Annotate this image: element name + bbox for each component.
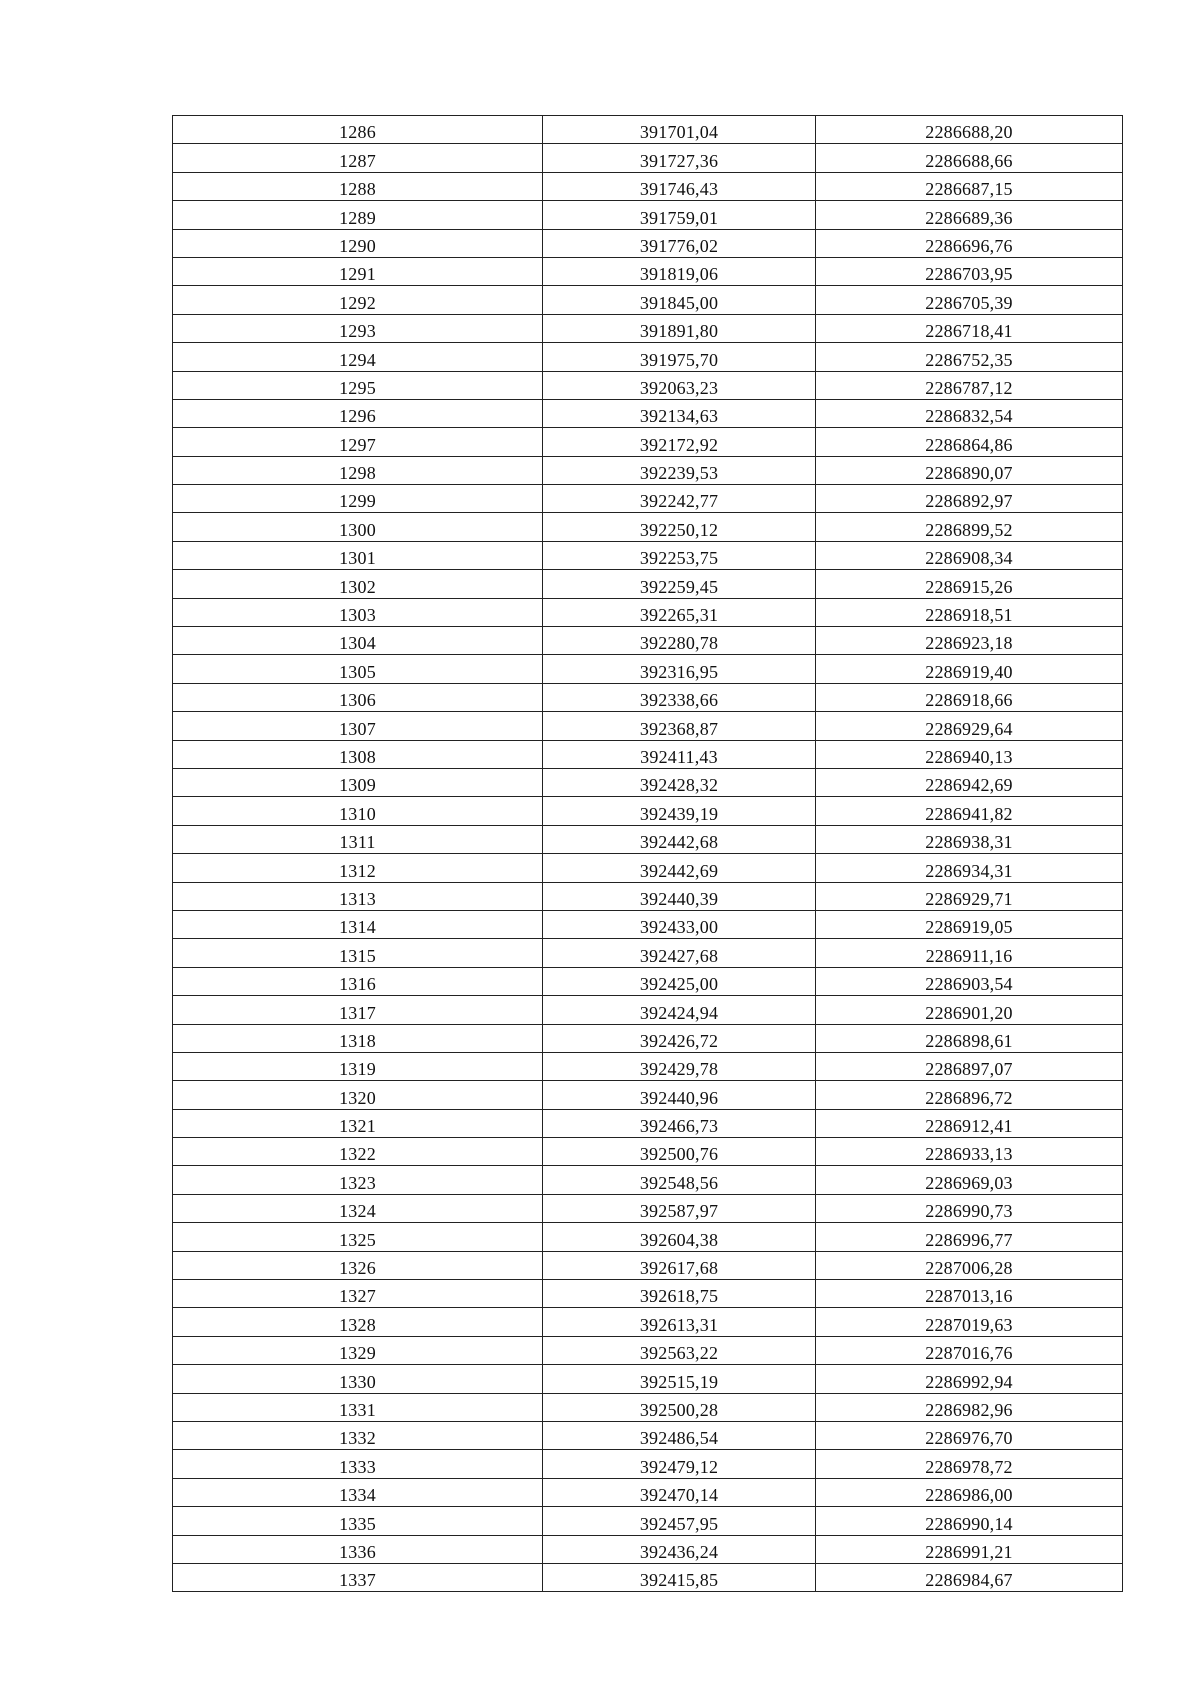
x-coordinate-cell: 392424,94 [543, 996, 816, 1024]
y-coordinate-cell: 2286940,13 [816, 740, 1123, 768]
table-row [173, 541, 1123, 569]
point-number-cell: 1286 [173, 116, 543, 144]
point-number-cell: 1309 [173, 768, 543, 796]
point-number-cell: 1317 [173, 996, 543, 1024]
table-row [173, 257, 1123, 285]
y-coordinate-cell: 2286787,12 [816, 371, 1123, 399]
y-coordinate-cell: 2286990,14 [816, 1507, 1123, 1535]
table-row [173, 1421, 1123, 1449]
y-coordinate-cell: 2286901,20 [816, 996, 1123, 1024]
point-number-cell: 1318 [173, 1024, 543, 1052]
table-row [173, 229, 1123, 257]
y-coordinate-cell: 2286718,41 [816, 314, 1123, 342]
y-coordinate-cell: 2286919,40 [816, 655, 1123, 683]
table-row [173, 967, 1123, 995]
y-coordinate-cell: 2286929,71 [816, 882, 1123, 910]
y-coordinate-cell: 2286864,86 [816, 428, 1123, 456]
y-coordinate-cell: 2286903,54 [816, 967, 1123, 995]
y-coordinate-cell: 2286984,67 [816, 1563, 1123, 1591]
point-number-cell: 1335 [173, 1507, 543, 1535]
y-coordinate-cell: 2286689,36 [816, 201, 1123, 229]
table-row [173, 655, 1123, 683]
point-number-cell: 1310 [173, 797, 543, 825]
x-coordinate-cell: 392604,38 [543, 1223, 816, 1251]
y-coordinate-cell: 2286978,72 [816, 1450, 1123, 1478]
point-number-cell: 1300 [173, 513, 543, 541]
y-coordinate-cell: 2287016,76 [816, 1336, 1123, 1364]
y-coordinate-cell: 2287019,63 [816, 1308, 1123, 1336]
point-number-cell: 1326 [173, 1251, 543, 1279]
y-coordinate-cell: 2286705,39 [816, 286, 1123, 314]
point-number-cell: 1313 [173, 882, 543, 910]
x-coordinate-cell: 392442,69 [543, 854, 816, 882]
x-coordinate-cell: 392439,19 [543, 797, 816, 825]
table-row [173, 456, 1123, 484]
point-number-cell: 1297 [173, 428, 543, 456]
x-coordinate-cell: 391819,06 [543, 257, 816, 285]
x-coordinate-cell: 392368,87 [543, 712, 816, 740]
y-coordinate-cell: 2286941,82 [816, 797, 1123, 825]
x-coordinate-cell: 392548,56 [543, 1166, 816, 1194]
x-coordinate-cell: 392500,76 [543, 1138, 816, 1166]
y-coordinate-cell: 2286919,05 [816, 910, 1123, 938]
table-row [173, 343, 1123, 371]
point-number-cell: 1290 [173, 229, 543, 257]
x-coordinate-cell: 392457,95 [543, 1507, 816, 1535]
point-number-cell: 1299 [173, 485, 543, 513]
y-coordinate-cell: 2286918,51 [816, 598, 1123, 626]
y-coordinate-cell: 2286942,69 [816, 768, 1123, 796]
table-row [173, 939, 1123, 967]
point-number-cell: 1312 [173, 854, 543, 882]
table-row [173, 768, 1123, 796]
point-number-cell: 1320 [173, 1081, 543, 1109]
table-row [173, 513, 1123, 541]
point-number-cell: 1294 [173, 343, 543, 371]
table-row [173, 485, 1123, 513]
x-coordinate-cell: 392613,31 [543, 1308, 816, 1336]
y-coordinate-cell: 2286915,26 [816, 570, 1123, 598]
table-row [173, 116, 1123, 144]
point-number-cell: 1296 [173, 399, 543, 427]
point-number-cell: 1336 [173, 1535, 543, 1563]
table-row [173, 172, 1123, 200]
point-number-cell: 1329 [173, 1336, 543, 1364]
table-row [173, 399, 1123, 427]
y-coordinate-cell: 2286934,31 [816, 854, 1123, 882]
point-number-cell: 1322 [173, 1138, 543, 1166]
table-row [173, 910, 1123, 938]
point-number-cell: 1314 [173, 910, 543, 938]
x-coordinate-cell: 392563,22 [543, 1336, 816, 1364]
table-row [173, 1365, 1123, 1393]
y-coordinate-cell: 2286992,94 [816, 1365, 1123, 1393]
table-row [173, 1024, 1123, 1052]
y-coordinate-cell: 2286908,34 [816, 541, 1123, 569]
point-number-cell: 1334 [173, 1478, 543, 1506]
y-coordinate-cell: 2287006,28 [816, 1251, 1123, 1279]
point-number-cell: 1287 [173, 144, 543, 172]
x-coordinate-cell: 391746,43 [543, 172, 816, 200]
point-number-cell: 1293 [173, 314, 543, 342]
point-number-cell: 1288 [173, 172, 543, 200]
table-row [173, 1081, 1123, 1109]
table-row [173, 1280, 1123, 1308]
table-row [173, 797, 1123, 825]
point-number-cell: 1291 [173, 257, 543, 285]
table-row [173, 825, 1123, 853]
point-number-cell: 1332 [173, 1421, 543, 1449]
table-row [173, 1507, 1123, 1535]
point-number-cell: 1295 [173, 371, 543, 399]
coordinates-table [172, 115, 1123, 1592]
x-coordinate-cell: 391975,70 [543, 343, 816, 371]
point-number-cell: 1302 [173, 570, 543, 598]
x-coordinate-cell: 392500,28 [543, 1393, 816, 1421]
point-number-cell: 1324 [173, 1194, 543, 1222]
point-number-cell: 1298 [173, 456, 543, 484]
table-row [173, 683, 1123, 711]
x-coordinate-cell: 392440,96 [543, 1081, 816, 1109]
table-row [173, 570, 1123, 598]
y-coordinate-cell: 2286896,72 [816, 1081, 1123, 1109]
table-row [173, 627, 1123, 655]
table-row [173, 371, 1123, 399]
x-coordinate-cell: 392470,14 [543, 1478, 816, 1506]
table-row [173, 598, 1123, 626]
y-coordinate-cell: 2286897,07 [816, 1052, 1123, 1080]
table-row [173, 1450, 1123, 1478]
y-coordinate-cell: 2286923,18 [816, 627, 1123, 655]
point-number-cell: 1327 [173, 1280, 543, 1308]
table-row [173, 1393, 1123, 1421]
x-coordinate-cell: 392587,97 [543, 1194, 816, 1222]
point-number-cell: 1328 [173, 1308, 543, 1336]
table-row [173, 996, 1123, 1024]
point-number-cell: 1292 [173, 286, 543, 314]
y-coordinate-cell: 2286918,66 [816, 683, 1123, 711]
table-row [173, 712, 1123, 740]
table-row [173, 1194, 1123, 1222]
point-number-cell: 1330 [173, 1365, 543, 1393]
y-coordinate-cell: 2286986,00 [816, 1478, 1123, 1506]
point-number-cell: 1337 [173, 1563, 543, 1591]
x-coordinate-cell: 391891,80 [543, 314, 816, 342]
x-coordinate-cell: 392479,12 [543, 1450, 816, 1478]
point-number-cell: 1303 [173, 598, 543, 626]
point-number-cell: 1305 [173, 655, 543, 683]
table-row [173, 1336, 1123, 1364]
x-coordinate-cell: 392063,23 [543, 371, 816, 399]
x-coordinate-cell: 392515,19 [543, 1365, 816, 1393]
x-coordinate-cell: 392425,00 [543, 967, 816, 995]
point-number-cell: 1333 [173, 1450, 543, 1478]
x-coordinate-cell: 392250,12 [543, 513, 816, 541]
point-number-cell: 1301 [173, 541, 543, 569]
x-coordinate-cell: 392172,92 [543, 428, 816, 456]
table-row [173, 1478, 1123, 1506]
x-coordinate-cell: 391759,01 [543, 201, 816, 229]
y-coordinate-cell: 2286696,76 [816, 229, 1123, 257]
y-coordinate-cell: 2286990,73 [816, 1194, 1123, 1222]
x-coordinate-cell: 392617,68 [543, 1251, 816, 1279]
x-coordinate-cell: 391776,02 [543, 229, 816, 257]
table-row [173, 201, 1123, 229]
point-number-cell: 1316 [173, 967, 543, 995]
x-coordinate-cell: 392618,75 [543, 1280, 816, 1308]
x-coordinate-cell: 392433,00 [543, 910, 816, 938]
y-coordinate-cell: 2286938,31 [816, 825, 1123, 853]
y-coordinate-cell: 2286969,03 [816, 1166, 1123, 1194]
x-coordinate-cell: 392239,53 [543, 456, 816, 484]
y-coordinate-cell: 2286982,96 [816, 1393, 1123, 1421]
point-number-cell: 1319 [173, 1052, 543, 1080]
y-coordinate-cell: 2286991,21 [816, 1535, 1123, 1563]
x-coordinate-cell: 392427,68 [543, 939, 816, 967]
x-coordinate-cell: 391845,00 [543, 286, 816, 314]
x-coordinate-cell: 392316,95 [543, 655, 816, 683]
y-coordinate-cell: 2286890,07 [816, 456, 1123, 484]
table-row [173, 1223, 1123, 1251]
y-coordinate-cell: 2286899,52 [816, 513, 1123, 541]
x-coordinate-cell: 392134,63 [543, 399, 816, 427]
y-coordinate-cell: 2286912,41 [816, 1109, 1123, 1137]
y-coordinate-cell: 2286832,54 [816, 399, 1123, 427]
table-row [173, 1251, 1123, 1279]
point-number-cell: 1306 [173, 683, 543, 711]
x-coordinate-cell: 392411,43 [543, 740, 816, 768]
table-row [173, 1535, 1123, 1563]
x-coordinate-cell: 392426,72 [543, 1024, 816, 1052]
x-coordinate-cell: 392442,68 [543, 825, 816, 853]
x-coordinate-cell: 391701,04 [543, 116, 816, 144]
x-coordinate-cell: 392436,24 [543, 1535, 816, 1563]
coordinates-table-body [173, 116, 1123, 1592]
y-coordinate-cell: 2286687,15 [816, 172, 1123, 200]
x-coordinate-cell: 392338,66 [543, 683, 816, 711]
x-coordinate-cell: 392428,32 [543, 768, 816, 796]
point-number-cell: 1307 [173, 712, 543, 740]
table-row [173, 1166, 1123, 1194]
point-number-cell: 1325 [173, 1223, 543, 1251]
y-coordinate-cell: 2286911,16 [816, 939, 1123, 967]
point-number-cell: 1304 [173, 627, 543, 655]
point-number-cell: 1321 [173, 1109, 543, 1137]
y-coordinate-cell: 2287013,16 [816, 1280, 1123, 1308]
table-row [173, 1308, 1123, 1336]
y-coordinate-cell: 2286688,66 [816, 144, 1123, 172]
x-coordinate-cell: 392242,77 [543, 485, 816, 513]
x-coordinate-cell: 392429,78 [543, 1052, 816, 1080]
x-coordinate-cell: 391727,36 [543, 144, 816, 172]
table-row [173, 1563, 1123, 1591]
table-row [173, 286, 1123, 314]
point-number-cell: 1331 [173, 1393, 543, 1421]
y-coordinate-cell: 2286996,77 [816, 1223, 1123, 1251]
x-coordinate-cell: 392486,54 [543, 1421, 816, 1449]
x-coordinate-cell: 392466,73 [543, 1109, 816, 1137]
y-coordinate-cell: 2286898,61 [816, 1024, 1123, 1052]
x-coordinate-cell: 392253,75 [543, 541, 816, 569]
point-number-cell: 1308 [173, 740, 543, 768]
table-row [173, 144, 1123, 172]
y-coordinate-cell: 2286933,13 [816, 1138, 1123, 1166]
table-row [173, 314, 1123, 342]
point-number-cell: 1289 [173, 201, 543, 229]
table-row [173, 1052, 1123, 1080]
table-row [173, 1138, 1123, 1166]
table-row [173, 1109, 1123, 1137]
point-number-cell: 1311 [173, 825, 543, 853]
x-coordinate-cell: 392280,78 [543, 627, 816, 655]
x-coordinate-cell: 392265,31 [543, 598, 816, 626]
y-coordinate-cell: 2286976,70 [816, 1421, 1123, 1449]
y-coordinate-cell: 2286703,95 [816, 257, 1123, 285]
point-number-cell: 1315 [173, 939, 543, 967]
x-coordinate-cell: 392259,45 [543, 570, 816, 598]
y-coordinate-cell: 2286752,35 [816, 343, 1123, 371]
table-row [173, 882, 1123, 910]
x-coordinate-cell: 392440,39 [543, 882, 816, 910]
x-coordinate-cell: 392415,85 [543, 1563, 816, 1591]
table-row [173, 740, 1123, 768]
table-row [173, 428, 1123, 456]
point-number-cell: 1323 [173, 1166, 543, 1194]
y-coordinate-cell: 2286892,97 [816, 485, 1123, 513]
y-coordinate-cell: 2286929,64 [816, 712, 1123, 740]
y-coordinate-cell: 2286688,20 [816, 116, 1123, 144]
table-row [173, 854, 1123, 882]
